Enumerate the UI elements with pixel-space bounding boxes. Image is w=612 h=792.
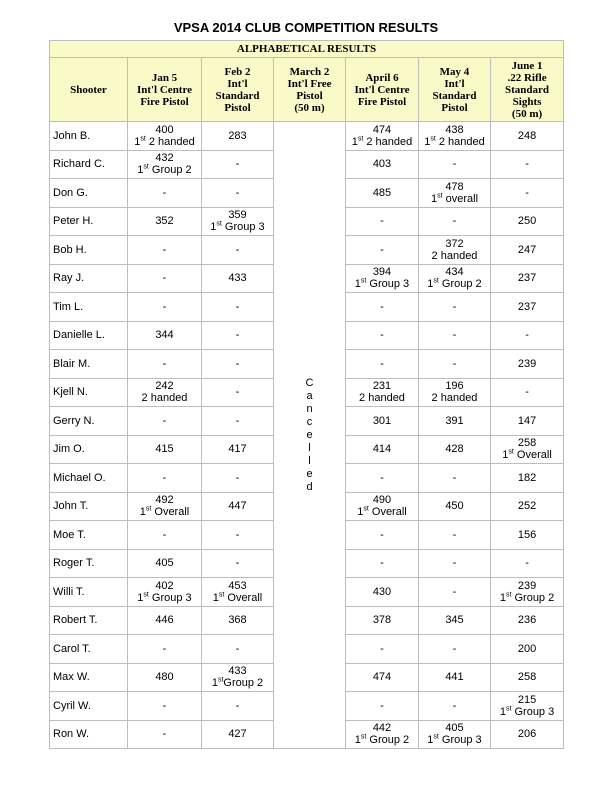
placement-note: 2 handed [141,392,188,405]
score-cell [491,407,564,436]
score-cell [128,350,202,379]
score-value: 247 [517,243,537,256]
score-value: - [380,215,384,228]
score-cell [202,606,274,635]
score-cell [491,435,564,464]
score-value: - [235,386,240,399]
score-value: - [452,215,457,228]
score-value: 490 [372,494,392,507]
score-value: 447 [228,500,247,513]
score-value: - [452,357,457,370]
score-cell [491,150,564,179]
score-value: - [235,528,240,541]
column-header: March 2 Int'l Free Pistol (50 m) [274,58,346,122]
score-value: - [162,642,167,655]
score-value: - [162,528,167,541]
score-value: - [452,557,457,570]
score-cell [346,663,419,692]
score-value: - [452,528,457,541]
placement-note: 1st Overall [212,591,263,604]
score-cell [128,492,202,521]
placement-note: 1st Group 2 [499,591,555,604]
column-header: Jan 5 Int'l Centre Fire Pistol [128,58,202,122]
score-cell [346,179,419,208]
score-cell [128,606,202,635]
section-banner: ALPHABETICAL RESULTS [50,41,564,58]
score-cell [202,549,274,578]
placement-note: 1st Group 3 [499,705,555,718]
score-cell [346,321,419,350]
score-cell [128,692,202,721]
score-cell [128,122,202,151]
score-cell [346,350,419,379]
score-cell [419,578,491,607]
placement-note: 1st Group 2 [354,733,410,747]
score-cell [202,692,274,721]
score-value: - [452,300,457,313]
score-cell [202,663,274,692]
score-value: 215 [517,693,537,706]
score-cell [128,236,202,265]
score-value: - [162,243,167,256]
score-value: - [235,471,240,484]
column-header: April 6 Int'l Centre Fire Pistol [346,58,419,122]
score-value: 474 [372,123,392,136]
placement-note: 1st 2 handed [134,135,195,148]
score-value: 252 [517,500,537,513]
score-cell [128,549,202,578]
score-cell [346,549,419,578]
score-value: - [162,699,167,712]
score-cell [419,663,491,692]
score-value: - [525,158,529,171]
placement-note: 1st 2 handed [424,135,485,148]
score-cell [128,179,202,208]
score-cell [346,150,419,179]
score-cell [491,635,564,664]
score-cell [419,521,491,550]
score-cell [346,492,419,521]
score-value: - [380,557,384,570]
score-value: 400 [155,123,174,136]
score-cell [346,720,419,749]
score-value: - [162,272,167,285]
score-value: 446 [155,614,174,627]
shooter-name: Carol T. [50,635,128,664]
score-value: - [525,186,529,199]
score-cell [128,663,202,692]
score-value: 239 [517,579,537,592]
placement-note: 1st Overall [357,505,407,519]
score-cell [419,122,491,151]
score-cell [202,122,274,151]
placement-note: 1st Overall [502,448,552,462]
score-value: 200 [517,642,537,655]
column-header: May 4 Int'l Standard Pistol [419,58,491,122]
score-value: - [235,158,240,171]
table-row [50,122,564,151]
score-cell [419,720,491,749]
score-cell [346,521,419,550]
score-value: - [380,357,384,370]
score-value: 442 [372,722,392,735]
score-cell [346,293,419,322]
score-value: 450 [445,500,464,513]
score-value: - [162,471,167,484]
score-value: 258 [517,437,537,450]
score-value: 417 [228,443,247,456]
shooter-name: Blair M. [50,350,128,379]
score-cell [491,606,564,635]
score-cell [202,521,274,550]
score-cell [128,521,202,550]
shooter-name: Ray J. [50,264,128,293]
score-cell [491,207,564,236]
score-cell [202,293,274,322]
placement-note: 1st 2 handed [351,135,413,148]
score-cell [202,720,274,749]
score-value: 196 [445,380,464,393]
score-value: - [525,329,529,342]
column-header: Shooter [50,58,128,122]
score-value: 432 [155,152,174,165]
score-cell [419,150,491,179]
score-value: 403 [372,158,392,171]
score-cell [491,663,564,692]
score-cell [346,407,419,436]
column-header: Feb 2 Int'l Standard Pistol [202,58,274,122]
score-cell [419,435,491,464]
score-value: 237 [517,300,537,313]
page-title: VPSA 2014 CLUB COMPETITION RESULTS [173,20,439,35]
placement-note: 1st Group 3 [137,591,192,604]
shooter-name: Robert T. [50,606,128,635]
score-cell [346,464,419,493]
score-cell [419,207,491,236]
score-value: - [235,186,240,199]
score-value: - [380,471,384,484]
score-value: - [235,243,240,256]
score-value: 352 [155,215,174,228]
placement-note: 2 handed [431,392,478,405]
score-value: - [162,414,167,427]
score-cell [419,635,491,664]
score-value: - [162,728,167,741]
score-value: 441 [445,671,464,684]
score-value: - [235,642,240,655]
score-value: 428 [445,443,464,456]
score-value: 239 [517,357,537,370]
score-cell [128,321,202,350]
score-value: - [162,300,167,313]
score-cell [491,350,564,379]
score-value: 258 [517,671,537,684]
score-value: 485 [372,186,392,199]
score-cell [491,578,564,607]
cancelled-label: C a n c e l l e d [305,376,314,493]
score-cell [202,179,274,208]
score-value: 430 [372,585,392,598]
score-value: 453 [228,579,247,592]
score-cell [128,293,202,322]
shooter-name: Gerry N. [50,407,128,436]
score-value: 368 [228,614,247,627]
score-value: 237 [517,272,537,285]
placement-note: 1st overall [430,192,479,205]
placement-note: 1st Group 2 [137,163,192,177]
score-value: 391 [445,414,464,427]
score-value: 231 [372,380,392,393]
score-cell [491,321,564,350]
score-cell [491,293,564,322]
score-value: - [380,528,384,541]
score-cell [128,464,202,493]
shooter-name: Moe T. [50,521,128,550]
score-value: 414 [372,443,392,456]
score-value: 438 [445,123,464,136]
score-value: - [452,329,457,342]
score-value: 394 [372,266,392,279]
shooter-name: Tim L. [50,293,128,322]
score-value: 372 [445,237,464,250]
score-value: 359 [228,209,247,222]
shooter-name: Michael O. [50,464,128,493]
score-cell [491,179,564,208]
score-cell [419,378,491,407]
score-value: 147 [517,414,537,427]
score-cell [346,378,419,407]
score-cell [128,720,202,749]
score-value: 405 [155,557,174,570]
shooter-name: Ron W. [50,720,128,749]
score-cell [202,578,274,607]
score-cell [419,407,491,436]
shooter-name: Willi T. [50,578,128,607]
score-cell [202,492,274,521]
score-value: - [235,557,240,570]
placement-note: 1stGroup 2 [211,676,264,690]
placement-note: 1st Overall [139,505,190,519]
placement-note: 2 handed [431,249,478,262]
shooter-name: Peter H. [50,207,128,236]
shooter-name: Roger T. [50,549,128,578]
score-value: - [235,357,240,370]
score-value: - [525,557,529,570]
score-value: - [452,642,457,655]
score-value: 345 [445,614,464,627]
score-value: - [380,699,384,712]
score-value: 434 [445,266,464,279]
score-value: - [380,642,384,655]
score-cell [491,492,564,521]
shooter-name: John B. [50,122,128,151]
score-value: 236 [517,614,537,627]
score-cell [419,293,491,322]
shooter-name: Danielle L. [50,321,128,350]
score-cell [491,549,564,578]
placement-note: 1st Group 3 [427,733,482,747]
score-cell [128,207,202,236]
score-cell [202,407,274,436]
score-cell [419,492,491,521]
score-cell [128,635,202,664]
score-value: - [235,329,240,342]
score-cell [128,378,202,407]
score-cell [491,264,564,293]
score-cell [202,321,274,350]
score-value: 415 [155,443,174,456]
score-value: - [452,699,457,712]
score-cell [202,264,274,293]
score-value: - [380,300,384,313]
score-value: 402 [155,579,174,592]
score-cell [202,236,274,265]
score-cell [346,122,419,151]
score-cell [346,264,419,293]
score-cell [346,207,419,236]
score-value: 283 [228,129,247,142]
column-header-row [50,58,564,122]
score-cell [128,435,202,464]
score-cell [202,350,274,379]
score-cell [346,606,419,635]
score-value: 156 [517,528,537,541]
score-value: - [162,186,167,199]
score-cell [202,378,274,407]
score-cell [202,635,274,664]
score-cell [419,321,491,350]
score-value: 250 [517,215,537,228]
score-value: 433 [228,272,247,285]
score-value: 242 [155,380,174,393]
score-cell [128,407,202,436]
score-cell [202,435,274,464]
score-cell [128,150,202,179]
column-header: June 1 .22 Rifle Standard Sights (50 m) [491,58,564,122]
shooter-name: Bob H. [50,236,128,265]
score-cell [491,692,564,721]
score-value: 301 [372,414,392,427]
score-value: 344 [155,329,174,342]
score-cell [419,264,491,293]
score-value: 474 [372,671,392,684]
score-cell [202,207,274,236]
score-cell [491,122,564,151]
score-cell [419,692,491,721]
score-value: 478 [445,180,464,193]
shooter-name: Max W. [50,663,128,692]
placement-note: 1st Group 3 [210,220,265,234]
score-cell [419,606,491,635]
score-cell [346,635,419,664]
score-value: - [380,329,384,342]
score-value: - [235,300,240,313]
placement-note: 2 handed [359,392,405,405]
shooter-name: Kjell N. [50,378,128,407]
cancelled-column [274,122,346,749]
results-table [49,40,564,749]
score-cell [419,179,491,208]
score-value: 433 [228,665,247,678]
score-value: - [452,585,457,598]
score-cell [128,264,202,293]
score-value: - [452,158,457,171]
shooter-name: John T. [50,492,128,521]
score-cell [491,236,564,265]
shooter-name: Jim O. [50,435,128,464]
score-value: 248 [517,129,537,142]
score-value: - [452,471,457,484]
score-value: 206 [517,728,537,741]
score-cell [491,521,564,550]
score-value: - [235,699,240,712]
score-cell [419,236,491,265]
score-value: 480 [155,671,174,684]
score-value: - [380,243,384,256]
score-value: 492 [155,494,174,507]
score-value: 405 [445,722,464,735]
score-cell [128,578,202,607]
score-cell [202,150,274,179]
score-cell [491,464,564,493]
score-cell [491,378,564,407]
score-cell [419,350,491,379]
shooter-name: Richard C. [50,150,128,179]
score-cell [346,435,419,464]
score-value: - [525,386,529,399]
score-value: 378 [372,614,392,627]
score-cell [346,692,419,721]
score-cell [491,720,564,749]
score-cell [346,578,419,607]
score-cell [419,464,491,493]
score-cell [346,236,419,265]
placement-note: 1st Group 3 [354,277,410,291]
score-value: 427 [228,728,247,741]
shooter-name: Don G. [50,179,128,208]
score-value: - [235,414,240,427]
score-value: - [162,357,167,370]
shooter-name: Cyril W. [50,692,128,721]
score-cell [202,464,274,493]
score-cell [419,549,491,578]
score-value: 182 [517,471,537,484]
results-body [50,122,564,749]
placement-note: 1st Group 2 [427,277,482,291]
